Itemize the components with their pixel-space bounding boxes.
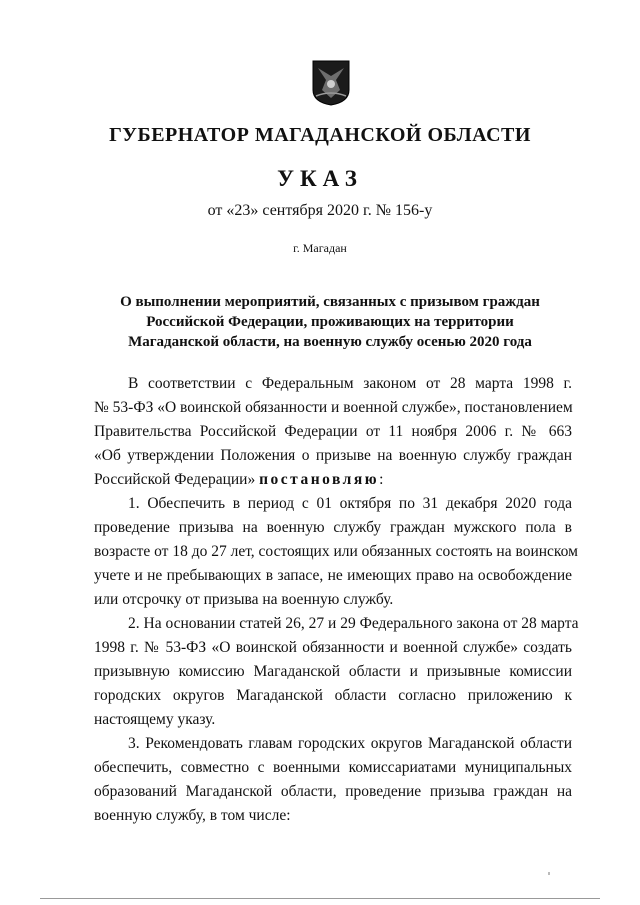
clause-3-line: военную службу, в том числе: — [94, 807, 291, 824]
clause-1-line: 1. Обеспечить в период с 01 октября по 31 декабря 2020 года — [128, 495, 572, 512]
heading-line: Магаданской области, на военную службу осенью 2020 года — [128, 334, 532, 350]
preamble-line: «Об утверждении Положения о призыве на военную службу граждан — [94, 447, 572, 464]
clause-2-line: настоящему указу. — [94, 711, 216, 728]
issuer-title: ГУБЕРНАТОР МАГАДАНСКОЙ ОБЛАСТИ — [109, 124, 531, 146]
preamble-line: Правительства Российской Федерации от 11 ноября 2006 г. № 663 — [94, 423, 572, 440]
decree-heading — [80, 292, 580, 352]
clause-3-line: обеспечить, совместно с военными комиссариатами муниципальных — [94, 759, 572, 776]
clause-1-line: учете и не пребывающих в запасе, не имеющих право на освобождение — [94, 567, 572, 584]
clause-3-line: 3. Рекомендовать главам городских округов Магаданской области — [128, 735, 572, 752]
resolve-word: постановляю — [259, 471, 380, 488]
coat-of-arms-icon — [312, 60, 350, 106]
clause-1-line: возрасте от 18 до 27 лет, состоящих или обязанных состоять на воинском — [94, 543, 578, 560]
heading-line: О выполнении мероприятий, связанных с призывом граждан — [120, 294, 540, 310]
document-type: УКАЗ — [277, 166, 363, 191]
clause-2-line: городских округов Магаданской области согласно приложению к — [94, 687, 572, 704]
preamble-last-line — [94, 468, 572, 492]
preamble-line: Российской Федерации» — [94, 471, 256, 488]
scan-speck — [548, 872, 550, 875]
issue-city: г. Магадан — [293, 241, 347, 255]
page-bottom-edge — [40, 898, 600, 899]
clause-1-line: или отсрочку от призыва на военную службу. — [94, 591, 394, 608]
clause-2-line: призывную комиссию Магаданской области и призывные комиссии — [94, 663, 572, 680]
clause-2-line: 1998 г. № 53-ФЗ «О воинской обязанности и военной службе» создать — [94, 639, 572, 656]
preamble-line: № 53-ФЗ «О воинской обязанности и военной службе», постановлением — [94, 399, 573, 416]
clause-3-line: образований Магаданской области, проведение призыва граждан на — [94, 783, 572, 800]
resolve-colon: : — [379, 471, 384, 488]
heading-line: Российской Федерации, проживающих на территории — [146, 314, 514, 330]
preamble-line: В соответствии с Федеральным законом от 28 марта 1998 г. — [128, 375, 572, 392]
decree-date-number: от «23» сентября 2020 г. № 156-у — [207, 202, 433, 219]
clause-2-line: 2. На основании статей 26, 27 и 29 Федерального закона от 28 марта — [128, 615, 579, 632]
decree-body — [94, 372, 579, 828]
clause-1-line: проведение призыва на военную службу граждан мужского пола в — [94, 519, 572, 536]
